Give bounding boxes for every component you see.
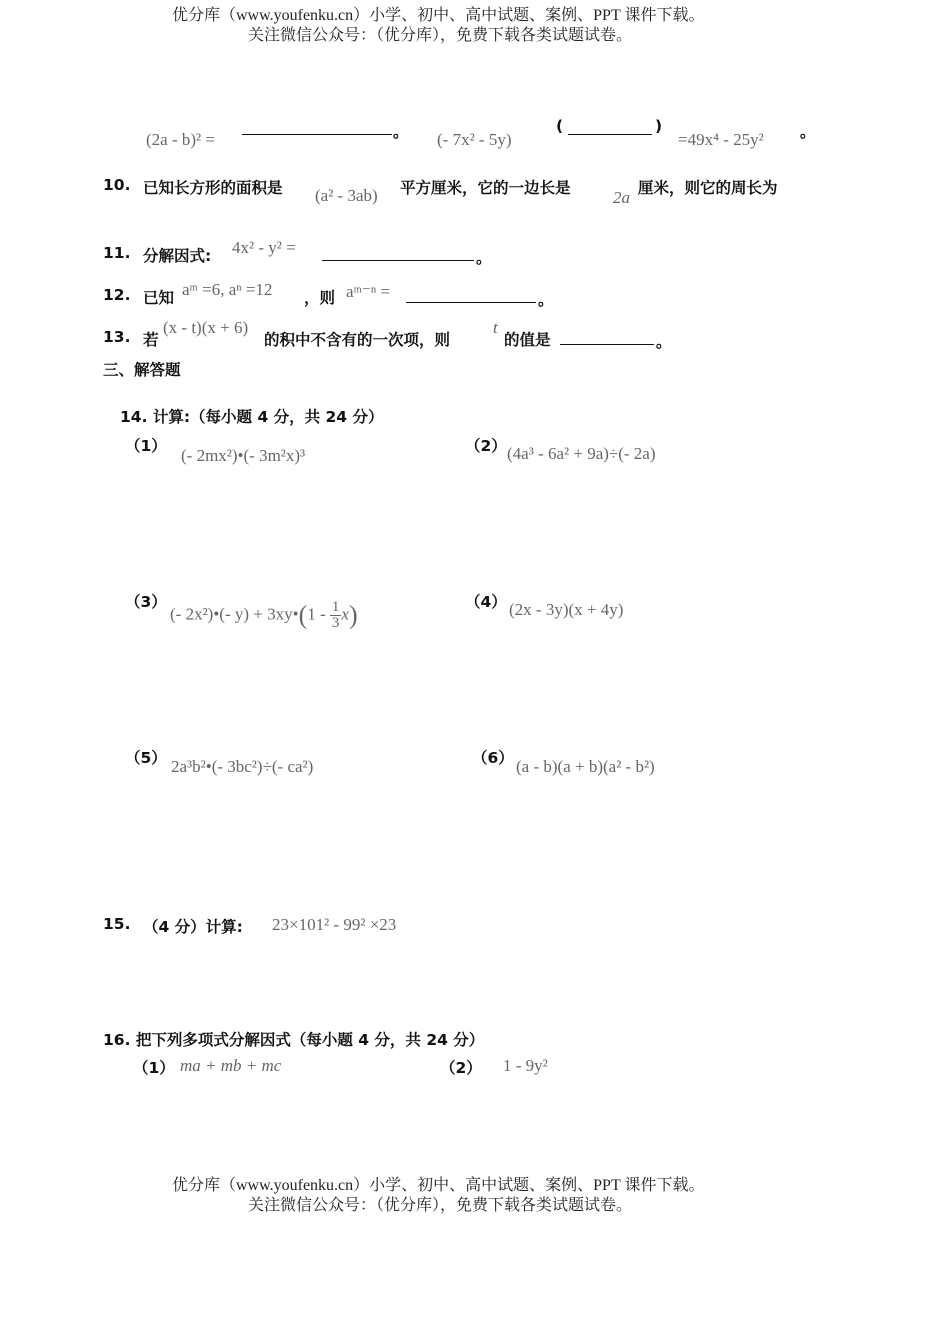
q15-math: 23×101² - 99² ×23 (272, 915, 397, 934)
q9-period-2: 。 (800, 123, 816, 141)
q10-number: 10. (103, 176, 131, 194)
q14-item-3-expr-a: (- 2x²)•(- y) + 3xy• (170, 604, 299, 624)
q14-item-1-label: （1） (125, 437, 167, 455)
q13-tail: 的值是 (504, 331, 551, 349)
q11-number: 11. (103, 244, 131, 262)
q13-answer-blank (560, 344, 654, 345)
q14-title: 14. 计算:（每小题 4 分，共 24 分） (120, 408, 384, 426)
q16-item-1-expr: ma + mb + mc (180, 1056, 282, 1075)
q10-math-b: 2a (613, 188, 630, 207)
q14-item-2-expr: (4a³ - 6a² + 9a)÷(- 2a) (507, 444, 656, 463)
footer-line-2: 关注微信公众号：（优分库），免费下载各类试题试卷。 (248, 1197, 633, 1214)
q11-math: 4x² - y² = (232, 238, 296, 257)
q12-end: 。 (538, 291, 554, 309)
q12-math-1: aᵐ =6, aⁿ =12 (182, 280, 273, 299)
q12-mid: ，则 (304, 289, 336, 307)
q9-expression-1: (2a - b)² = (146, 130, 215, 149)
q12-number: 12. (103, 286, 131, 304)
q14-item-3-expr-b: x (341, 604, 349, 624)
q14-item-3-frac-den: 3 (331, 615, 340, 631)
q12-math-2: aᵐ⁻ⁿ = (346, 282, 391, 301)
q11-end: 。 (476, 249, 492, 267)
q16-item-2-expr: 1 - 9y² (503, 1056, 548, 1075)
q14-item-5-expr: 2a³b²•(- 3bc²)÷(- ca²) (171, 757, 314, 776)
q12-answer-blank (406, 302, 536, 303)
q12-label: 已知 (143, 289, 175, 307)
q9-answer-blank-2 (568, 134, 652, 135)
q11-label: 分解因式: (143, 247, 212, 265)
q11-answer-blank (322, 260, 474, 261)
q15-number: 15. (103, 915, 131, 933)
q14-item-3-frac-num: 1 (331, 599, 340, 615)
q14-item-3-paren-open: ( (298, 600, 308, 630)
q14-item-3-expr (170, 600, 358, 631)
q15-label: （4 分）计算: (143, 918, 243, 936)
q13-var: t (493, 318, 498, 337)
q9-expression-3: =49x⁴ - 25y² (678, 130, 764, 149)
q9-period-1: 。 (393, 123, 409, 141)
q14-item-3-one: 1 - (307, 604, 330, 624)
q13-number: 13. (103, 328, 131, 346)
q13-mid: 的积中不含有的一次项，则 (264, 331, 451, 349)
q13-end: 。 (656, 333, 672, 351)
q14-item-4-expr: (2x - 3y)(x + 4y) (509, 600, 624, 619)
q16-item-2-label: （2） (440, 1059, 482, 1077)
q13-label: 若 (143, 331, 159, 349)
section-3-title: 三、解答题 (103, 361, 181, 379)
q16-title: 16. 把下列多项式分解因式（每小题 4 分，共 24 分） (103, 1031, 485, 1049)
q14-item-3-fraction (330, 600, 342, 631)
q14-item-4-label: （4） (465, 593, 507, 611)
q10-math-a: (a² - 3ab) (315, 186, 378, 205)
q10-text-c: 厘米，则它的周长为 (638, 179, 778, 197)
q14-item-3-label: （3） (125, 593, 167, 611)
q10-text-a: 已知长方形的面积是 (143, 179, 283, 197)
q14-item-1-expr: (- 2mx²)•(- 3m²x)³ (181, 446, 306, 465)
q9-paren-close: ) (655, 117, 663, 135)
header-line-2: 关注微信公众号：（优分库），免费下载各类试题试卷。 (248, 27, 633, 44)
q14-item-6-expr: (a - b)(a + b)(a² - b²) (516, 757, 655, 776)
q16-item-1-label: （1） (133, 1059, 175, 1077)
q9-expression-2: (- 7x² - 5y) (437, 130, 512, 149)
q14-item-3-paren-close: ) (348, 600, 358, 630)
q9-paren-open: ( (556, 117, 564, 135)
q13-math: (x - t)(x + 6) (163, 318, 249, 337)
q14-item-6-label: （6） (472, 749, 514, 767)
q9-answer-blank-1 (242, 134, 392, 135)
q10-text-b: 平方厘米，它的一边长是 (400, 179, 571, 197)
q14-item-5-label: （5） (125, 749, 167, 767)
footer-line-1: 优分库（www.youfenku.cn）小学、初中、高中试题、案例、PPT 课件下载。 (172, 1177, 705, 1194)
q14-item-2-label: （2） (465, 437, 507, 455)
header-line-1: 优分库（www.youfenku.cn）小学、初中、高中试题、案例、PPT 课件下载。 (172, 7, 705, 24)
